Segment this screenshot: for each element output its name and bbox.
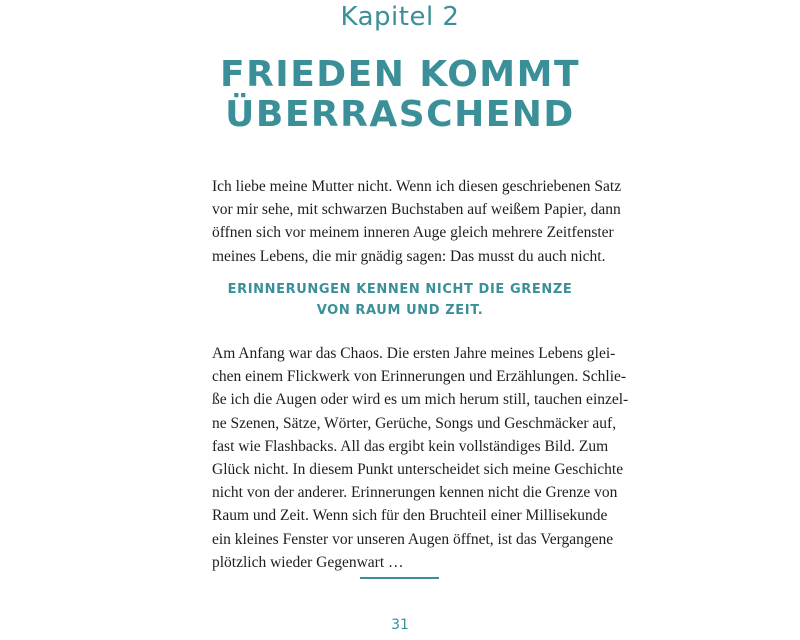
text-line: meines Lebens, die mir gnädig sagen: Das musst du auch nicht. [212, 247, 606, 265]
subheading-line: VON RAUM UND ZEIT. [316, 303, 484, 318]
text-line: öffnen sich vor meinem inneren Auge gleich mehrere Zeitfenster [212, 224, 614, 242]
text-line: ße ich die Augen oder wird es um mich herum still, tauchen einzel- [212, 391, 629, 409]
text-line: plötzlich wieder Gegenwart … [212, 553, 404, 571]
text-line: Raum und Zeit. Wenn sich für den Bruchteil einer Millisekunde [212, 507, 608, 525]
text-line: vor mir sehe, mit schwarzen Buchstaben auf weißem Papier, dann [212, 201, 621, 219]
chapter-title-line: FRIEDEN KOMMT [219, 54, 581, 95]
section-subheading [0, 279, 800, 321]
text-line: chen einem Flickwerk von Erinnerungen und Erzählungen. Schlie- [212, 368, 627, 386]
text-line: Glück nicht. In diesem Punkt unterscheidet sich meine Geschichte [212, 461, 624, 479]
intro-paragraph [212, 175, 622, 268]
section-divider [360, 577, 439, 579]
chapter-label: Kapitel 2 [340, 2, 460, 32]
text-line: ein kleines Fenster vor unseren Augen öffnet, ist das Vergangene [212, 530, 614, 548]
body-paragraph [212, 342, 629, 574]
text-line: nicht von der anderer. Erinnerungen kennen nicht die Grenze von [212, 484, 618, 502]
subheading-line: ERINNERUNGEN KENNEN NICHT DIE GRENZE [227, 282, 573, 297]
text-line: ne Szenen, Sätze, Wörter, Gerüche, Songs und Geschmäcker auf, [212, 414, 617, 432]
text-line: Am Anfang war das Chaos. Die ersten Jahre meines Lebens glei- [212, 345, 616, 362]
chapter-title-line: ÜBERRASCHEND [225, 94, 575, 135]
chapter-title [0, 55, 800, 135]
text-line: Ich liebe meine Mutter nicht. Wenn ich diesen geschriebenen Satz [212, 178, 622, 195]
page-number: 31 [391, 617, 409, 633]
text-line: fast wie Flashbacks. All das ergibt kein vollständiges Bild. Zum [212, 437, 609, 455]
